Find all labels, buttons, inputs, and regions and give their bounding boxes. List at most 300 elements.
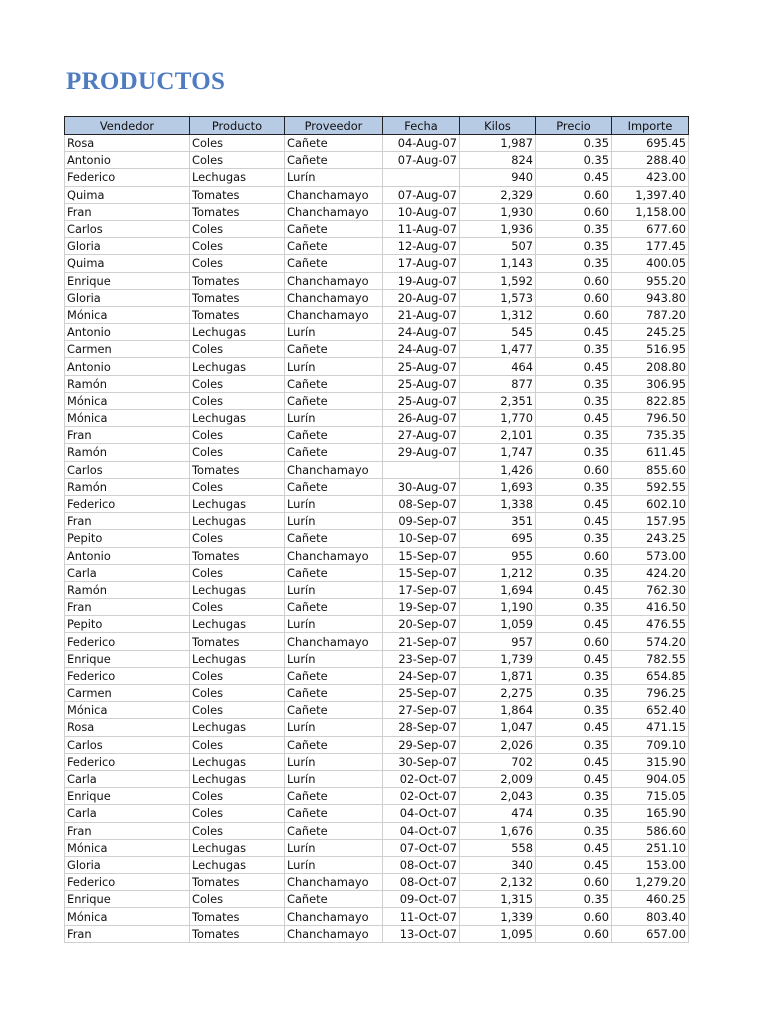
producto-cell[interactable]: Lechugas [190,169,285,186]
importe-cell[interactable]: 423.00 [612,169,689,186]
precio-cell[interactable]: 0.45 [536,513,612,530]
importe-cell[interactable]: 245.25 [612,324,689,341]
kilos-cell[interactable]: 2,351 [460,392,536,409]
kilos-cell[interactable]: 1,747 [460,444,536,461]
precio-cell[interactable]: 0.60 [536,186,612,203]
fecha-cell[interactable]: 07-Aug-07 [383,152,460,169]
vendedor-cell[interactable]: Gloria [65,289,190,306]
precio-cell[interactable]: 0.35 [536,805,612,822]
proveedor-cell[interactable]: Cañete [285,375,383,392]
vendedor-cell[interactable]: Federico [65,874,190,891]
fecha-cell[interactable]: 19-Sep-07 [383,599,460,616]
precio-cell[interactable]: 0.35 [536,220,612,237]
precio-cell[interactable]: 0.60 [536,633,612,650]
fecha-cell[interactable]: 30-Sep-07 [383,753,460,770]
importe-cell[interactable]: 762.30 [612,581,689,598]
vendedor-cell[interactable]: Pepito [65,616,190,633]
precio-cell[interactable]: 0.45 [536,650,612,667]
importe-cell[interactable]: 611.45 [612,444,689,461]
kilos-cell[interactable]: 1,212 [460,564,536,581]
proveedor-cell[interactable]: Lurín [285,358,383,375]
vendedor-cell[interactable]: Carla [65,770,190,787]
proveedor-cell[interactable]: Chanchamayo [285,289,383,306]
proveedor-cell[interactable]: Lurín [285,495,383,512]
precio-cell[interactable]: 0.35 [536,891,612,908]
precio-cell[interactable]: 0.35 [536,135,612,152]
fecha-cell[interactable]: 25-Sep-07 [383,685,460,702]
vendedor-cell[interactable]: Fran [65,203,190,220]
precio-cell[interactable]: 0.35 [536,478,612,495]
proveedor-cell[interactable]: Cañete [285,822,383,839]
importe-cell[interactable]: 796.25 [612,685,689,702]
vendedor-cell[interactable]: Federico [65,169,190,186]
kilos-cell[interactable]: 877 [460,375,536,392]
fecha-cell[interactable]: 28-Sep-07 [383,719,460,736]
kilos-cell[interactable]: 1,339 [460,908,536,925]
vendedor-cell[interactable]: Federico [65,753,190,770]
fecha-cell[interactable]: 24-Aug-07 [383,341,460,358]
vendedor-cell[interactable]: Rosa [65,719,190,736]
kilos-cell[interactable]: 1,426 [460,461,536,478]
vendedor-cell[interactable]: Fran [65,513,190,530]
column-header-proveedor[interactable]: Proveedor [285,117,383,135]
importe-cell[interactable]: 592.55 [612,478,689,495]
proveedor-cell[interactable]: Cañete [285,530,383,547]
proveedor-cell[interactable]: Cañete [285,152,383,169]
precio-cell[interactable]: 0.35 [536,788,612,805]
proveedor-cell[interactable]: Cañete [285,341,383,358]
proveedor-cell[interactable]: Lurín [285,410,383,427]
fecha-cell[interactable]: 07-Aug-07 [383,186,460,203]
fecha-cell[interactable]: 24-Aug-07 [383,324,460,341]
producto-cell[interactable]: Coles [190,667,285,684]
importe-cell[interactable]: 602.10 [612,495,689,512]
producto-cell[interactable]: Lechugas [190,719,285,736]
importe-cell[interactable]: 803.40 [612,908,689,925]
producto-cell[interactable]: Coles [190,822,285,839]
proveedor-cell[interactable]: Lurín [285,169,383,186]
fecha-cell[interactable]: 15-Sep-07 [383,564,460,581]
column-header-precio[interactable]: Precio [536,117,612,135]
vendedor-cell[interactable]: Carlos [65,461,190,478]
vendedor-cell[interactable]: Antonio [65,358,190,375]
importe-cell[interactable]: 574.20 [612,633,689,650]
kilos-cell[interactable]: 545 [460,324,536,341]
proveedor-cell[interactable]: Lurín [285,513,383,530]
precio-cell[interactable]: 0.35 [536,599,612,616]
precio-cell[interactable]: 0.35 [536,255,612,272]
importe-cell[interactable]: 796.50 [612,410,689,427]
fecha-cell[interactable]: 15-Sep-07 [383,547,460,564]
producto-cell[interactable]: Tomates [190,186,285,203]
producto-cell[interactable]: Lechugas [190,770,285,787]
producto-cell[interactable]: Coles [190,736,285,753]
proveedor-cell[interactable]: Cañete [285,255,383,272]
producto-cell[interactable]: Coles [190,685,285,702]
fecha-cell[interactable]: 21-Sep-07 [383,633,460,650]
fecha-cell[interactable]: 30-Aug-07 [383,478,460,495]
kilos-cell[interactable]: 2,101 [460,427,536,444]
vendedor-cell[interactable]: Enrique [65,891,190,908]
fecha-cell[interactable]: 12-Aug-07 [383,238,460,255]
kilos-cell[interactable]: 1,739 [460,650,536,667]
producto-cell[interactable]: Coles [190,444,285,461]
fecha-cell[interactable]: 10-Aug-07 [383,203,460,220]
producto-cell[interactable]: Tomates [190,289,285,306]
precio-cell[interactable]: 0.45 [536,616,612,633]
vendedor-cell[interactable]: Fran [65,427,190,444]
vendedor-cell[interactable]: Ramón [65,478,190,495]
importe-cell[interactable]: 251.10 [612,839,689,856]
proveedor-cell[interactable]: Lurín [285,753,383,770]
proveedor-cell[interactable]: Chanchamayo [285,908,383,925]
proveedor-cell[interactable]: Lurín [285,616,383,633]
producto-cell[interactable]: Lechugas [190,495,285,512]
precio-cell[interactable]: 0.35 [536,238,612,255]
importe-cell[interactable]: 416.50 [612,599,689,616]
importe-cell[interactable]: 177.45 [612,238,689,255]
importe-cell[interactable]: 208.80 [612,358,689,375]
column-header-kilos[interactable]: Kilos [460,117,536,135]
fecha-cell[interactable]: 07-Oct-07 [383,839,460,856]
fecha-cell[interactable]: 11-Aug-07 [383,220,460,237]
kilos-cell[interactable]: 2,043 [460,788,536,805]
producto-cell[interactable]: Coles [190,392,285,409]
proveedor-cell[interactable]: Lurín [285,324,383,341]
precio-cell[interactable]: 0.35 [536,375,612,392]
fecha-cell[interactable] [383,461,460,478]
importe-cell[interactable]: 709.10 [612,736,689,753]
kilos-cell[interactable]: 351 [460,513,536,530]
importe-cell[interactable]: 573.00 [612,547,689,564]
column-header-importe[interactable]: Importe [612,117,689,135]
fecha-cell[interactable]: 02-Oct-07 [383,788,460,805]
importe-cell[interactable]: 1,397.40 [612,186,689,203]
proveedor-cell[interactable]: Cañete [285,702,383,719]
proveedor-cell[interactable]: Lurín [285,650,383,667]
kilos-cell[interactable]: 340 [460,856,536,873]
producto-cell[interactable]: Coles [190,152,285,169]
fecha-cell[interactable]: 24-Sep-07 [383,667,460,684]
proveedor-cell[interactable]: Lurín [285,839,383,856]
vendedor-cell[interactable]: Antonio [65,324,190,341]
vendedor-cell[interactable]: Ramón [65,581,190,598]
precio-cell[interactable]: 0.60 [536,203,612,220]
proveedor-cell[interactable]: Chanchamayo [285,272,383,289]
precio-cell[interactable]: 0.45 [536,324,612,341]
proveedor-cell[interactable]: Cañete [285,891,383,908]
fecha-cell[interactable]: 19-Aug-07 [383,272,460,289]
precio-cell[interactable]: 0.35 [536,444,612,461]
precio-cell[interactable]: 0.35 [536,152,612,169]
importe-cell[interactable]: 657.00 [612,925,689,942]
kilos-cell[interactable]: 2,009 [460,770,536,787]
kilos-cell[interactable]: 1,312 [460,306,536,323]
kilos-cell[interactable]: 558 [460,839,536,856]
fecha-cell[interactable]: 20-Sep-07 [383,616,460,633]
importe-cell[interactable]: 306.95 [612,375,689,392]
vendedor-cell[interactable]: Enrique [65,650,190,667]
precio-cell[interactable]: 0.35 [536,736,612,753]
column-header-producto[interactable]: Producto [190,117,285,135]
precio-cell[interactable]: 0.35 [536,341,612,358]
kilos-cell[interactable]: 1,987 [460,135,536,152]
importe-cell[interactable]: 586.60 [612,822,689,839]
importe-cell[interactable]: 400.05 [612,255,689,272]
fecha-cell[interactable]: 10-Sep-07 [383,530,460,547]
producto-cell[interactable]: Lechugas [190,753,285,770]
fecha-cell[interactable]: 25-Aug-07 [383,392,460,409]
vendedor-cell[interactable]: Mónica [65,392,190,409]
vendedor-cell[interactable]: Quima [65,186,190,203]
kilos-cell[interactable]: 507 [460,238,536,255]
importe-cell[interactable]: 943.80 [612,289,689,306]
kilos-cell[interactable]: 2,275 [460,685,536,702]
vendedor-cell[interactable]: Carlos [65,736,190,753]
proveedor-cell[interactable]: Cañete [285,135,383,152]
producto-cell[interactable]: Coles [190,478,285,495]
fecha-cell[interactable]: 17-Aug-07 [383,255,460,272]
producto-cell[interactable]: Lechugas [190,650,285,667]
fecha-cell[interactable]: 04-Aug-07 [383,135,460,152]
precio-cell[interactable]: 0.45 [536,839,612,856]
vendedor-cell[interactable]: Mónica [65,410,190,427]
producto-cell[interactable]: Tomates [190,633,285,650]
precio-cell[interactable]: 0.45 [536,495,612,512]
proveedor-cell[interactable]: Cañete [285,444,383,461]
producto-cell[interactable]: Tomates [190,874,285,891]
fecha-cell[interactable]: 27-Aug-07 [383,427,460,444]
kilos-cell[interactable]: 2,329 [460,186,536,203]
fecha-cell[interactable]: 29-Aug-07 [383,444,460,461]
producto-cell[interactable]: Coles [190,135,285,152]
importe-cell[interactable]: 782.55 [612,650,689,667]
column-header-fecha[interactable]: Fecha [383,117,460,135]
vendedor-cell[interactable]: Pepito [65,530,190,547]
proveedor-cell[interactable]: Cañete [285,667,383,684]
fecha-cell[interactable]: 09-Sep-07 [383,513,460,530]
proveedor-cell[interactable]: Chanchamayo [285,461,383,478]
precio-cell[interactable]: 0.60 [536,925,612,942]
importe-cell[interactable]: 855.60 [612,461,689,478]
kilos-cell[interactable]: 1,864 [460,702,536,719]
precio-cell[interactable]: 0.45 [536,753,612,770]
vendedor-cell[interactable]: Carla [65,805,190,822]
fecha-cell[interactable]: 21-Aug-07 [383,306,460,323]
producto-cell[interactable]: Coles [190,238,285,255]
vendedor-cell[interactable]: Fran [65,925,190,942]
producto-cell[interactable]: Coles [190,220,285,237]
fecha-cell[interactable] [383,169,460,186]
kilos-cell[interactable]: 824 [460,152,536,169]
proveedor-cell[interactable]: Chanchamayo [285,874,383,891]
kilos-cell[interactable]: 1,694 [460,581,536,598]
kilos-cell[interactable]: 1,143 [460,255,536,272]
precio-cell[interactable]: 0.45 [536,169,612,186]
fecha-cell[interactable]: 17-Sep-07 [383,581,460,598]
producto-cell[interactable]: Lechugas [190,616,285,633]
importe-cell[interactable]: 243.25 [612,530,689,547]
producto-cell[interactable]: Tomates [190,925,285,942]
precio-cell[interactable]: 0.45 [536,770,612,787]
kilos-cell[interactable]: 1,770 [460,410,536,427]
fecha-cell[interactable]: 25-Aug-07 [383,375,460,392]
kilos-cell[interactable]: 1,315 [460,891,536,908]
importe-cell[interactable]: 424.20 [612,564,689,581]
importe-cell[interactable]: 695.45 [612,135,689,152]
importe-cell[interactable]: 735.35 [612,427,689,444]
producto-cell[interactable]: Lechugas [190,358,285,375]
producto-cell[interactable]: Tomates [190,908,285,925]
precio-cell[interactable]: 0.60 [536,908,612,925]
producto-cell[interactable]: Lechugas [190,581,285,598]
vendedor-cell[interactable]: Ramón [65,375,190,392]
kilos-cell[interactable]: 940 [460,169,536,186]
kilos-cell[interactable]: 1,047 [460,719,536,736]
vendedor-cell[interactable]: Mónica [65,306,190,323]
proveedor-cell[interactable]: Chanchamayo [285,925,383,942]
kilos-cell[interactable]: 1,059 [460,616,536,633]
proveedor-cell[interactable]: Lurín [285,719,383,736]
producto-cell[interactable]: Lechugas [190,410,285,427]
proveedor-cell[interactable]: Lurín [285,856,383,873]
proveedor-cell[interactable]: Cañete [285,238,383,255]
producto-cell[interactable]: Tomates [190,306,285,323]
precio-cell[interactable]: 0.60 [536,461,612,478]
producto-cell[interactable]: Tomates [190,547,285,564]
proveedor-cell[interactable]: Cañete [285,220,383,237]
importe-cell[interactable]: 153.00 [612,856,689,873]
producto-cell[interactable]: Coles [190,891,285,908]
vendedor-cell[interactable]: Gloria [65,856,190,873]
importe-cell[interactable]: 476.55 [612,616,689,633]
fecha-cell[interactable]: 09-Oct-07 [383,891,460,908]
vendedor-cell[interactable]: Rosa [65,135,190,152]
precio-cell[interactable]: 0.60 [536,289,612,306]
kilos-cell[interactable]: 1,693 [460,478,536,495]
precio-cell[interactable]: 0.35 [536,564,612,581]
precio-cell[interactable]: 0.45 [536,358,612,375]
proveedor-cell[interactable]: Cañete [285,805,383,822]
importe-cell[interactable]: 677.60 [612,220,689,237]
vendedor-cell[interactable]: Fran [65,599,190,616]
vendedor-cell[interactable]: Carla [65,564,190,581]
kilos-cell[interactable]: 1,338 [460,495,536,512]
precio-cell[interactable]: 0.35 [536,685,612,702]
producto-cell[interactable]: Tomates [190,203,285,220]
proveedor-cell[interactable]: Lurín [285,770,383,787]
vendedor-cell[interactable]: Mónica [65,839,190,856]
producto-cell[interactable]: Coles [190,788,285,805]
precio-cell[interactable]: 0.60 [536,547,612,564]
kilos-cell[interactable]: 2,026 [460,736,536,753]
vendedor-cell[interactable]: Federico [65,667,190,684]
vendedor-cell[interactable]: Mónica [65,908,190,925]
precio-cell[interactable]: 0.60 [536,272,612,289]
fecha-cell[interactable]: 04-Oct-07 [383,822,460,839]
producto-cell[interactable]: Coles [190,530,285,547]
kilos-cell[interactable]: 702 [460,753,536,770]
fecha-cell[interactable]: 08-Oct-07 [383,874,460,891]
precio-cell[interactable]: 0.35 [536,530,612,547]
fecha-cell[interactable]: 23-Sep-07 [383,650,460,667]
fecha-cell[interactable]: 25-Aug-07 [383,358,460,375]
vendedor-cell[interactable]: Carlos [65,220,190,237]
kilos-cell[interactable]: 1,573 [460,289,536,306]
vendedor-cell[interactable]: Gloria [65,238,190,255]
kilos-cell[interactable]: 1,477 [460,341,536,358]
fecha-cell[interactable]: 26-Aug-07 [383,410,460,427]
proveedor-cell[interactable]: Cañete [285,427,383,444]
importe-cell[interactable]: 157.95 [612,513,689,530]
importe-cell[interactable]: 471.15 [612,719,689,736]
fecha-cell[interactable]: 08-Sep-07 [383,495,460,512]
importe-cell[interactable]: 787.20 [612,306,689,323]
producto-cell[interactable]: Coles [190,702,285,719]
kilos-cell[interactable]: 474 [460,805,536,822]
vendedor-cell[interactable]: Carmen [65,685,190,702]
fecha-cell[interactable]: 02-Oct-07 [383,770,460,787]
precio-cell[interactable]: 0.60 [536,306,612,323]
proveedor-cell[interactable]: Cañete [285,392,383,409]
vendedor-cell[interactable]: Federico [65,495,190,512]
importe-cell[interactable]: 715.05 [612,788,689,805]
fecha-cell[interactable]: 08-Oct-07 [383,856,460,873]
importe-cell[interactable]: 955.20 [612,272,689,289]
vendedor-cell[interactable]: Antonio [65,152,190,169]
proveedor-cell[interactable]: Cañete [285,736,383,753]
proveedor-cell[interactable]: Cañete [285,599,383,616]
precio-cell[interactable]: 0.35 [536,702,612,719]
kilos-cell[interactable]: 1,936 [460,220,536,237]
producto-cell[interactable]: Coles [190,564,285,581]
importe-cell[interactable]: 315.90 [612,753,689,770]
importe-cell[interactable]: 460.25 [612,891,689,908]
proveedor-cell[interactable]: Lurín [285,581,383,598]
precio-cell[interactable]: 0.35 [536,392,612,409]
precio-cell[interactable]: 0.60 [536,874,612,891]
proveedor-cell[interactable]: Chanchamayo [285,203,383,220]
precio-cell[interactable]: 0.35 [536,822,612,839]
producto-cell[interactable]: Tomates [190,461,285,478]
importe-cell[interactable]: 652.40 [612,702,689,719]
proveedor-cell[interactable]: Chanchamayo [285,547,383,564]
importe-cell[interactable]: 904.05 [612,770,689,787]
importe-cell[interactable]: 654.85 [612,667,689,684]
producto-cell[interactable]: Lechugas [190,839,285,856]
producto-cell[interactable]: Coles [190,805,285,822]
proveedor-cell[interactable]: Cañete [285,564,383,581]
proveedor-cell[interactable]: Chanchamayo [285,633,383,650]
fecha-cell[interactable]: 20-Aug-07 [383,289,460,306]
vendedor-cell[interactable]: Carmen [65,341,190,358]
kilos-cell[interactable]: 464 [460,358,536,375]
importe-cell[interactable]: 1,279.20 [612,874,689,891]
kilos-cell[interactable]: 957 [460,633,536,650]
producto-cell[interactable]: Coles [190,375,285,392]
precio-cell[interactable]: 0.45 [536,410,612,427]
importe-cell[interactable]: 288.40 [612,152,689,169]
importe-cell[interactable]: 822.85 [612,392,689,409]
vendedor-cell[interactable]: Quima [65,255,190,272]
producto-cell[interactable]: Coles [190,341,285,358]
producto-cell[interactable]: Coles [190,255,285,272]
fecha-cell[interactable]: 29-Sep-07 [383,736,460,753]
producto-cell[interactable]: Tomates [190,272,285,289]
column-header-vendedor[interactable]: Vendedor [65,117,190,135]
precio-cell[interactable]: 0.45 [536,581,612,598]
precio-cell[interactable]: 0.45 [536,856,612,873]
